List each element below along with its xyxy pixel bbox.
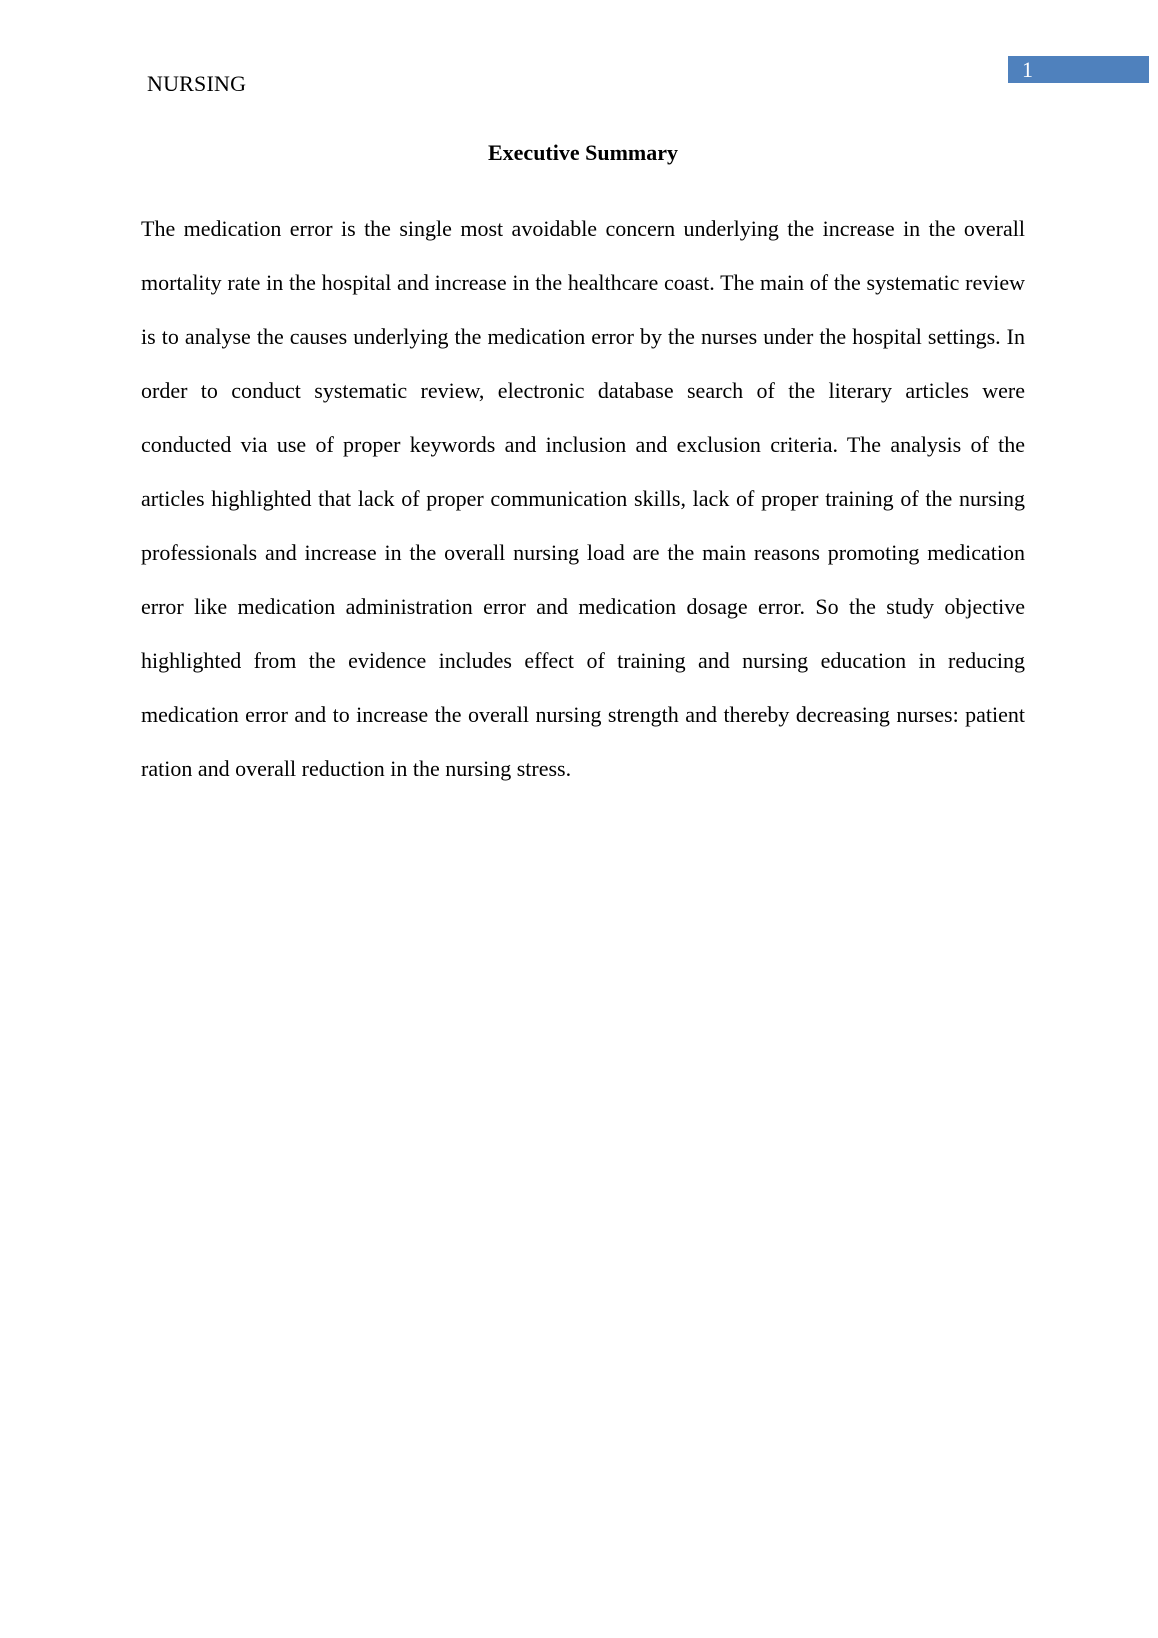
running-head: NURSING <box>147 71 247 96</box>
page-title: Executive Summary <box>487 140 679 165</box>
page-number: 1 <box>1022 57 1033 82</box>
page-number-badge <box>1008 56 1149 83</box>
body-paragraph: The medication error is the single most avoidable concern underlying the increase in the overall mortality rate in the hospital and increase in the healthcare coast. The main of the systematic review is to analyse the causes underlying the medication error by the nurses under the hospital settings. In order to conduct systematic review, electronic database search of the literary articles were conducted via use of proper keywords and inclusion and exclusion criteria. The analysis of the articles highlighted that lack of proper communication skills, lack of proper training of the nursing professionals and increase in the overall nursing load are the main reasons promoting medication error like medication administration error and medication dosage error. So the study objective highlighted from the evidence includes effect of training and nursing education in reducing medication error and to increase the overall nursing strength and thereby decreasing nurses: patient ration and overall reduction in the nursing stress. <box>141 216 1025 781</box>
